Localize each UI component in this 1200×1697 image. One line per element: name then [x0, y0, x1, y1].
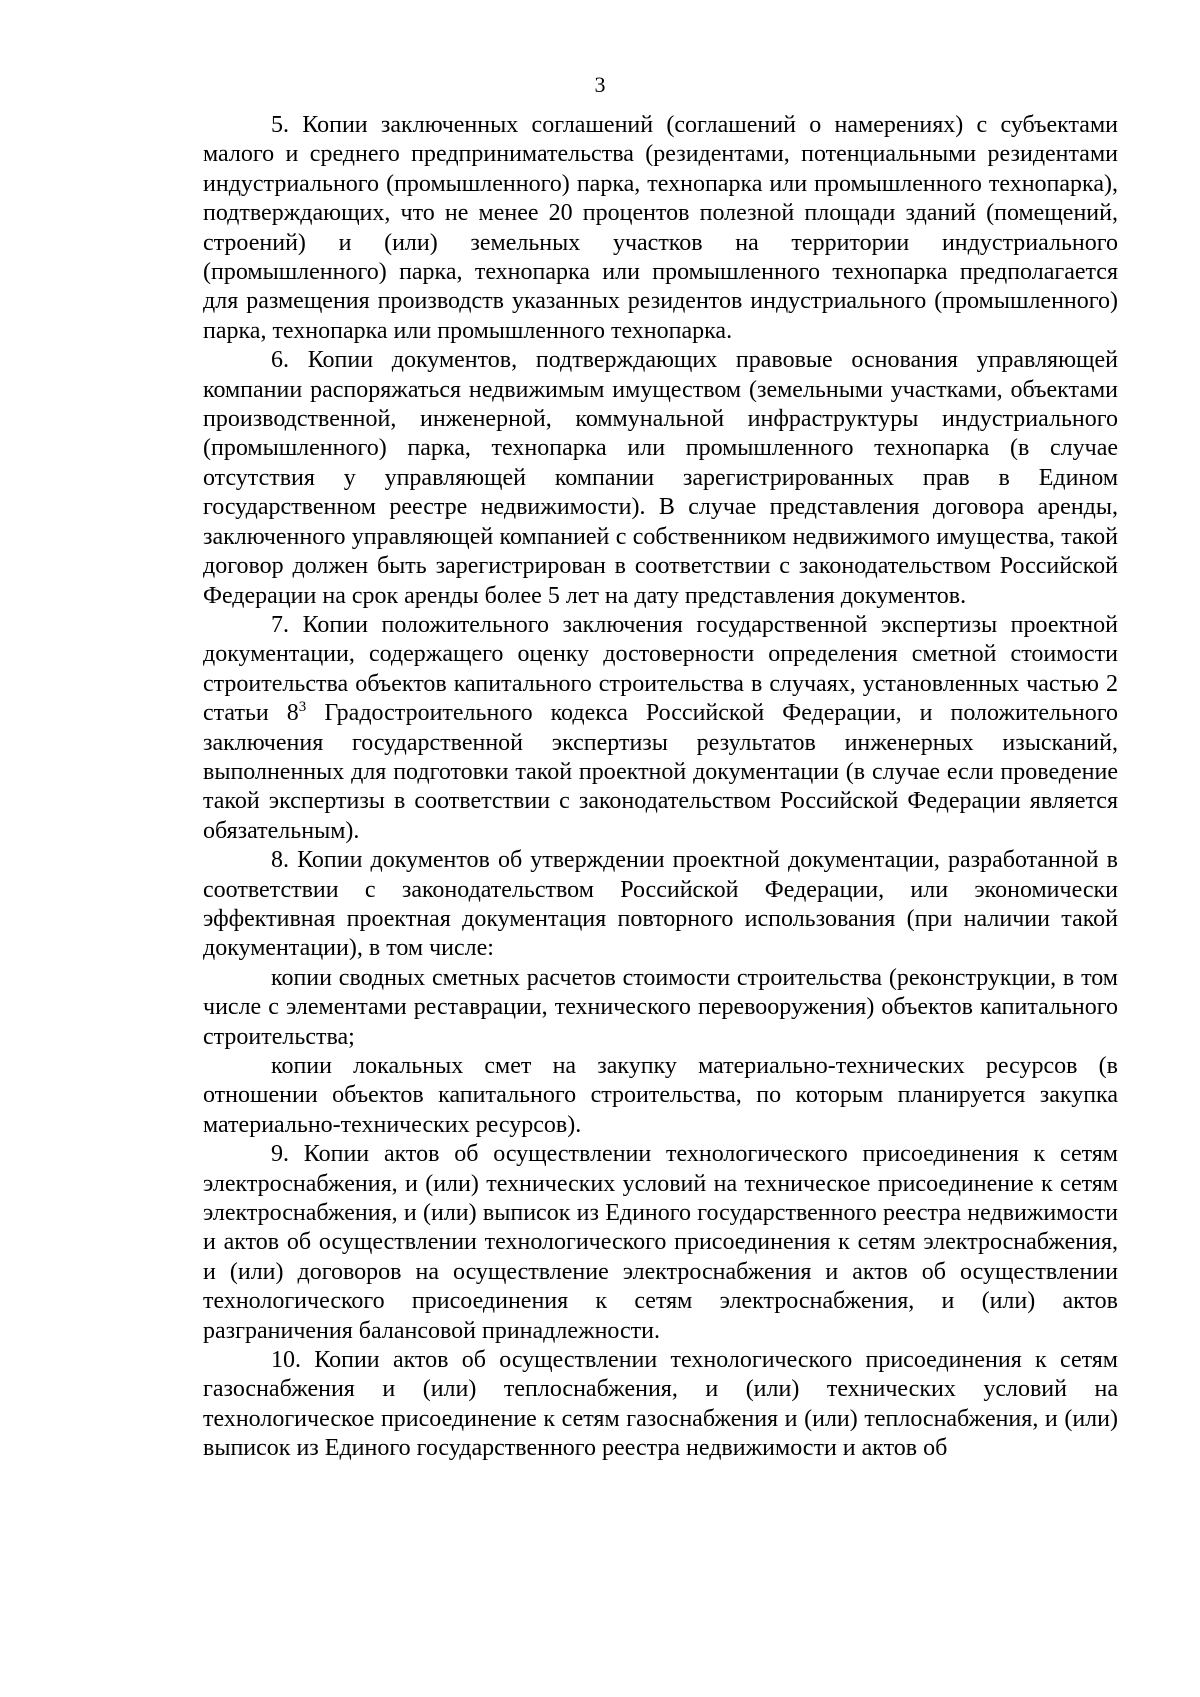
paragraph-item-8-sub-1: копии сводных сметных расчетов стоимости строительства (реконструкции, в том числе с элементами реставрации, технического перевооружения) объектов капитального строительства; — [203, 964, 1118, 1050]
paragraph-item-8-sub-2: копии локальных смет на закупку материально-технических ресурсов (в отношении объектов капитального строительства, по которым планируется закупка материально-технических ресурсов). — [203, 1053, 1118, 1138]
paragraph-item-8: 8. Копии документов об утверждении проектной документации, разработанной в соответствии с законодательством Российской Федерации, или экономически эффективная проектная документация повторного использования (при наличии такой документации), в том числе: — [203, 847, 1118, 962]
article-superscript: 3 — [298, 699, 307, 716]
document-body — [203, 111, 1118, 1464]
paragraph-item-7-text-before: 7. Копии положительного заключения государственной экспертизы проектной документации, содержащего оценку достоверности определения сметной стоимости строительства объектов капитального строительства в случаях, установленных частью 2 статьи 8 — [203, 611, 1118, 727]
paragraph-item-5: 5. Копии заключенных соглашений (соглашений о намерениях) с субъектами малого и среднего предпринимательства (резидентами, потенциальными резидентами индустриального (промышленного) парка, технопарка или промышленного технопарка), подтверждающих, что не менее 20 процентов полезной площади зданий (помещений, строений) и (или) земельных участков на территории индустриального (промышленного) парка, технопарка или промышленного технопарка предполагается для размещения производств указанных резидентов индустриального (промышленного) парка, технопарка или промышленного технопарка. — [203, 112, 1118, 344]
paragraph-item-7-text-after: Градостроительного кодекса Российской Федерации, и положительного заключения государственной экспертизы результатов инженерных изысканий, выполненных для подготовки такой проектной документации (в случае если проведение такой экспертизы в соответствии с законодательством Российской Федерации является обязательным). — [203, 700, 1118, 844]
page-number: 3 — [594, 72, 606, 97]
paragraph-item-9: 9. Копии актов об осуществлении технологического присоединения к сетям электроснабжения, и (или) технических условий на техническое присоединение к сетям электроснабжения, и (или) выписок из Единого государственного реестра недвижимости и актов об осуществлении технологического присоединения к сетям электроснабжения, и (или) договоров на осуществление электроснабжения и актов об осуществлении технологического присоединения к сетям электроснабжения, и (или) актов разграничения балансовой принадлежности. — [203, 1141, 1118, 1344]
paragraph-item-6: 6. Копии документов, подтверждающих правовые основания управляющей компании распоряжаться недвижимым имуществом (земельными участками, объектами производственной, инженерной, коммунальной инфраструктуры индустриального (промышленного) парка, технопарка или промышленного технопарка (в случае отсутствия у управляющей компании зарегистрированных прав в Едином государственном реестре недвижимости). В случае представления договора аренды, заключенного управляющей компанией с собственником недвижимого имущества, такой договор должен быть зарегистрирован в соответствии с законодательством Российской Федерации на срок аренды более 5 лет на дату представления документов. — [203, 347, 1118, 609]
paragraph-item-10: 10. Копии актов об осуществлении технологического присоединения к сетям газоснабжения и (или) теплоснабжения, и (или) технических условий на технологическое присоединение к сетям газоснабжения и (или) теплоснабжения, и (или) выписок из Единого государственного реестра недвижимости и актов об — [203, 1347, 1118, 1462]
paragraph-item-7 — [203, 611, 1118, 846]
